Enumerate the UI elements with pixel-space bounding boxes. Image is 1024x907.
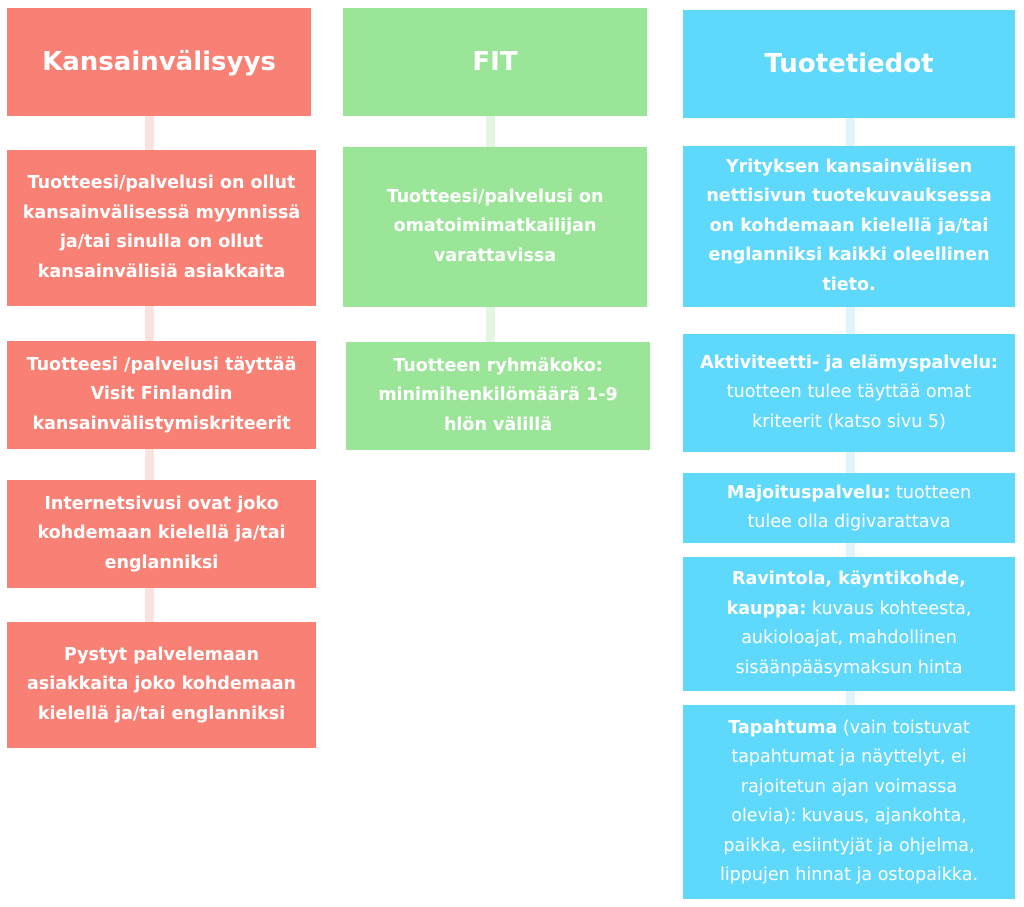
box-tuotetiedot-1 xyxy=(683,146,1015,307)
box-tuotetiedot-5: Tapahtuma (vain toistuvat tapahtumat ja näyttelyt, ei rajoitetun ajan voimassa olevia): kuvaus, ajankohta, paikka, esiintyjät ja ohjelma, lippujen hinnat ja ostopaikka. xyxy=(683,705,1015,899)
box-bold-label: Tapahtuma xyxy=(728,717,838,738)
connector xyxy=(846,118,855,146)
box-tuotetiedot-3: Majoituspalvelu: tuotteen tulee olla digivarattava xyxy=(683,473,1015,543)
connector xyxy=(846,543,855,557)
connector xyxy=(846,452,855,473)
box-bold-label: Yrityksen kansainvälisen nettisivun tuotekuvauksessa on kohdemaan kielellä ja/tai englanniksi kaikki oleellinen tieto. xyxy=(706,156,992,295)
box-kansainvalisyys-1: Tuotteesi/palvelusi on ollut kansainvälisessä myynnissä ja/tai sinulla on ollut kansainvälisiä asiakkaita xyxy=(7,150,316,306)
header-tuotetiedot xyxy=(683,10,1015,118)
connector xyxy=(486,307,495,342)
box-kansainvalisyys-4: Pystyt palvelemaan asiakkaita joko kohdemaan kielellä ja/tai englanniksi xyxy=(7,622,316,748)
header-kansainvalisyys xyxy=(7,8,311,116)
header-label: FIT xyxy=(472,47,518,77)
connector xyxy=(145,588,154,622)
header-fit xyxy=(343,8,647,116)
box-fit-1: Tuotteesi/palvelusi on omatoimimatkailijan varattavissa xyxy=(343,147,647,307)
connector xyxy=(846,691,855,705)
connector xyxy=(486,116,495,147)
connector xyxy=(145,449,154,480)
box-fit-2: Tuotteen ryhmäkoko: minimihenkilömäärä 1-9 hlön välillä xyxy=(346,342,650,450)
header-label: Tuotetiedot xyxy=(764,49,934,79)
connector xyxy=(145,116,154,150)
box-kansainvalisyys-3: Internetsivusi ovat joko kohdemaan kielellä ja/tai englanniksi xyxy=(7,480,316,588)
box-tuotetiedot-4: Ravintola, käyntikohde, kauppa: kuvaus kohteesta, aukioloajat, mahdollinen sisäänpääsymaksun hinta xyxy=(683,557,1015,691)
box-bold-label: Majoituspalvelu: xyxy=(726,482,891,503)
box-bold-label: Aktiviteetti- ja elämyspalvelu: xyxy=(700,352,998,373)
connector xyxy=(846,307,855,334)
box-kansainvalisyys-2: Tuotteesi /palvelusi täyttää Visit Finlandin kansainvälistymiskriteerit xyxy=(7,341,316,449)
box-tuotetiedot-2: Aktiviteetti- ja elämyspalvelu: tuotteen tulee täyttää omat kriteerit (katso sivu 5) xyxy=(683,334,1015,452)
connector xyxy=(145,306,154,341)
box-bold-label: Ravintola, käyntikohde, kauppa: xyxy=(726,569,966,619)
header-label: Kansainvälisyys xyxy=(42,47,276,77)
